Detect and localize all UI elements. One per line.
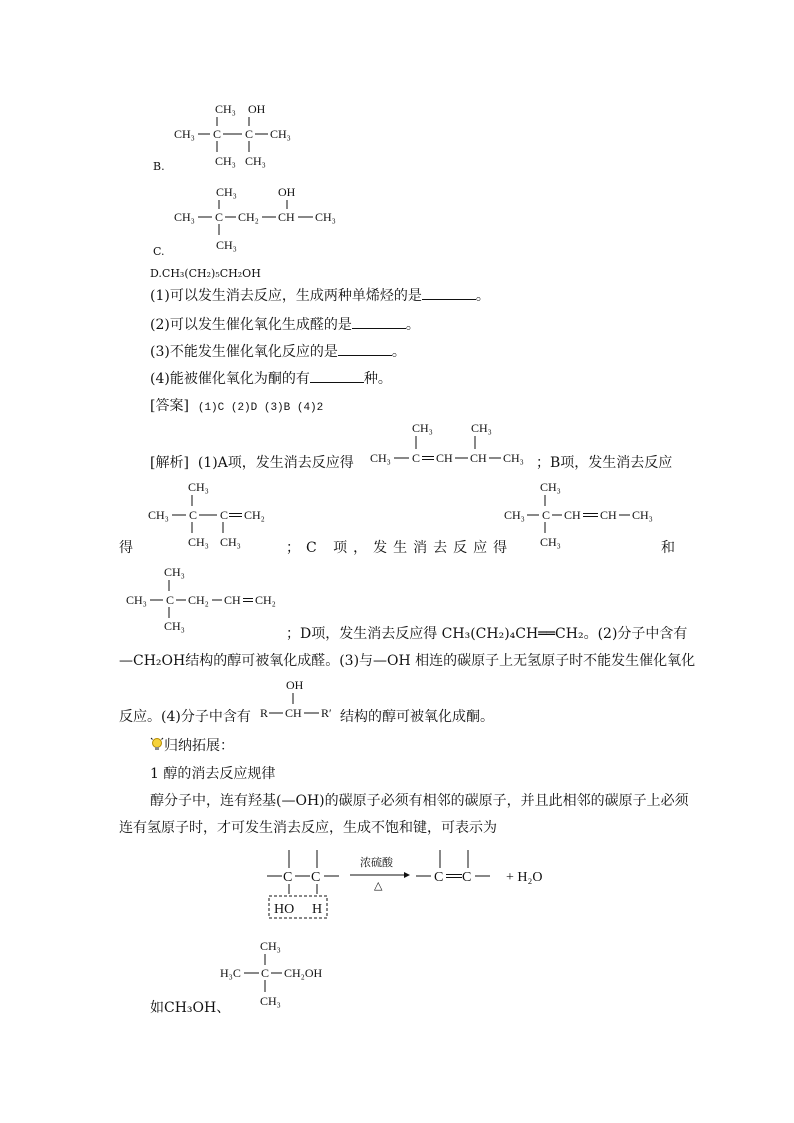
svg-text:CH: CH [278,210,295,224]
svg-text:CH₃: CH₃ [215,154,236,168]
answer-label: [答案] [150,398,189,414]
structure-c [170,178,360,258]
svg-text:CH₃: CH₃ [188,535,209,549]
svg-text:OH: OH [248,102,266,116]
svg-text:CH: CH [564,508,581,522]
answer-line [150,395,323,415]
ketone-structure [256,676,346,722]
lightbulb-icon [150,737,164,757]
svg-text:CH₃: CH₃ [174,127,195,141]
svg-text:CH: CH [224,593,241,607]
answer-blank[interactable] [352,316,406,329]
svg-text:CH₃: CH₃ [540,480,561,494]
svg-text:C: C [213,127,222,141]
analysis-line-1: [解析] (1)A项，发生消去反应得 [150,455,354,471]
svg-text:CH₃: CH₃ [220,535,241,549]
analysis-b-item: ；B项，发生消去反应 [536,455,673,471]
answer-blank[interactable] [338,343,392,356]
summary-paragraph-2: 连有氢原子时，才可发生消去反应，生成不饱和键，可表示为 [119,820,497,836]
svg-text:R′: R′ [321,706,332,720]
summary-paragraph-1: 醇分子中，连有羟基(—OH)的碳原子必须有相邻的碳原子，并且此相邻的碳原子上必须 [150,793,689,809]
option-c-label: C. [153,245,165,258]
svg-text:CH₃: CH₃ [148,508,169,522]
svg-text:OH: OH [286,678,304,692]
analysis-line-6b: 结构的醇可被氧化成酮。 [340,709,494,725]
svg-text:CH: CH [470,451,487,465]
svg-text:C: C [311,870,321,885]
svg-text:C: C [166,593,175,607]
svg-text:CH₂: CH₂ [255,593,276,607]
svg-text:H: H [312,902,323,917]
example-structure [218,936,348,1012]
svg-text:△: △ [374,880,383,892]
svg-text:CH₃: CH₃ [216,238,237,252]
analysis-label: [解析] [150,455,189,471]
svg-text:CH₃: CH₃ [504,508,525,522]
analysis-line-6a: 反应。(4)分子中含有 [119,709,251,725]
svg-text:C: C [542,508,551,522]
svg-text:CH₃: CH₃ [540,535,561,549]
svg-text:CH₃: CH₃ [188,480,209,494]
svg-text:CH₃: CH₃ [260,994,281,1008]
svg-text:CH₃: CH₃ [126,593,147,607]
analysis-de: 得 [119,540,133,556]
svg-text:R: R [260,706,269,720]
svg-text:CH₃: CH₃ [164,565,185,579]
summary-subtitle: 1 醇的消去反应规律 [150,766,276,782]
product-c2 [124,563,284,635]
svg-text:CH₃: CH₃ [503,451,524,465]
svg-text:C: C [245,127,254,141]
svg-text:CH₂: CH₂ [244,508,265,522]
answer-text: (1)C (2)D (3)B (4)2 [197,402,324,414]
question-1: (1)可以发生消去反应，生成两种单烯烃的是 。 [150,288,490,304]
option-b-label: B. [153,160,165,173]
svg-text:CH₃: CH₃ [370,451,391,465]
svg-text:CH₂OH: CH₂OH [284,966,323,980]
svg-text:C: C [220,508,229,522]
svg-text:HO: HO [274,902,295,917]
summary-title: 归纳拓展： [164,738,234,754]
question-3: (3)不能发生催化氧化反应的是 。 [150,344,406,360]
question-4: (4)能被催化氧化为酮的有 种。 [150,371,392,387]
product-a [368,418,538,470]
svg-text:CH₃: CH₃ [315,210,336,224]
svg-text:CH₃: CH₃ [260,939,281,953]
elimination-scheme [264,846,564,924]
svg-text:CH: CH [436,451,453,465]
svg-text:C: C [261,966,270,980]
svg-text:OH: OH [278,185,296,199]
question-2: (2)可以发生催化氧化生成醛的是 。 [150,317,420,333]
product-b [146,477,276,552]
product-c1 [502,477,662,552]
svg-text:CH: CH [600,508,617,522]
svg-text:CH₃: CH₃ [216,185,237,199]
svg-text:CH₃: CH₃ [471,421,492,435]
summary-title-row [150,735,234,757]
svg-text:CH₃: CH₃ [164,619,185,633]
analysis-d-item: ；D项，发生消去反应得 CH₃(CH₂)₄CH══CH₂。(2)分子中含有 [286,626,688,642]
example-prefix: 如CH₃OH、 [150,1000,231,1016]
analysis-c-item: ；C 项，发生消去反应得 [286,540,514,556]
analysis-he: 和 [661,540,675,556]
svg-text:CH₃: CH₃ [632,508,653,522]
analysis-line-5: —CH₂OH结构的醇可被氧化成醛。(3)与—OH 相连的碳原子上无氢原子时不能发生催化氧化 [119,653,696,669]
svg-text:C: C [283,870,293,885]
svg-text:CH₃: CH₃ [270,127,291,141]
svg-text:CH₂: CH₂ [238,210,259,224]
svg-text:CH₃: CH₃ [412,421,433,435]
option-d: D.CH₃(CH₂)₅CH₂OH [150,267,261,280]
svg-text:浓硫酸: 浓硫酸 [360,857,393,869]
svg-text:C: C [434,870,444,885]
svg-text:C: C [462,870,472,885]
svg-text:CH₃: CH₃ [245,154,266,168]
svg-text:C: C [189,508,198,522]
answer-blank[interactable] [310,370,364,383]
svg-text:CH: CH [285,706,302,720]
svg-text:C: C [412,451,421,465]
svg-text:H₃C: H₃C [220,966,241,980]
svg-text:C: C [215,210,224,224]
svg-text:CH₃: CH₃ [215,102,236,116]
answer-blank[interactable] [422,287,476,300]
svg-text:CH₃: CH₃ [174,210,195,224]
structure-b [170,95,340,180]
svg-text:CH₂: CH₂ [188,593,209,607]
svg-text:+ H₂O: + H₂O [506,870,543,885]
